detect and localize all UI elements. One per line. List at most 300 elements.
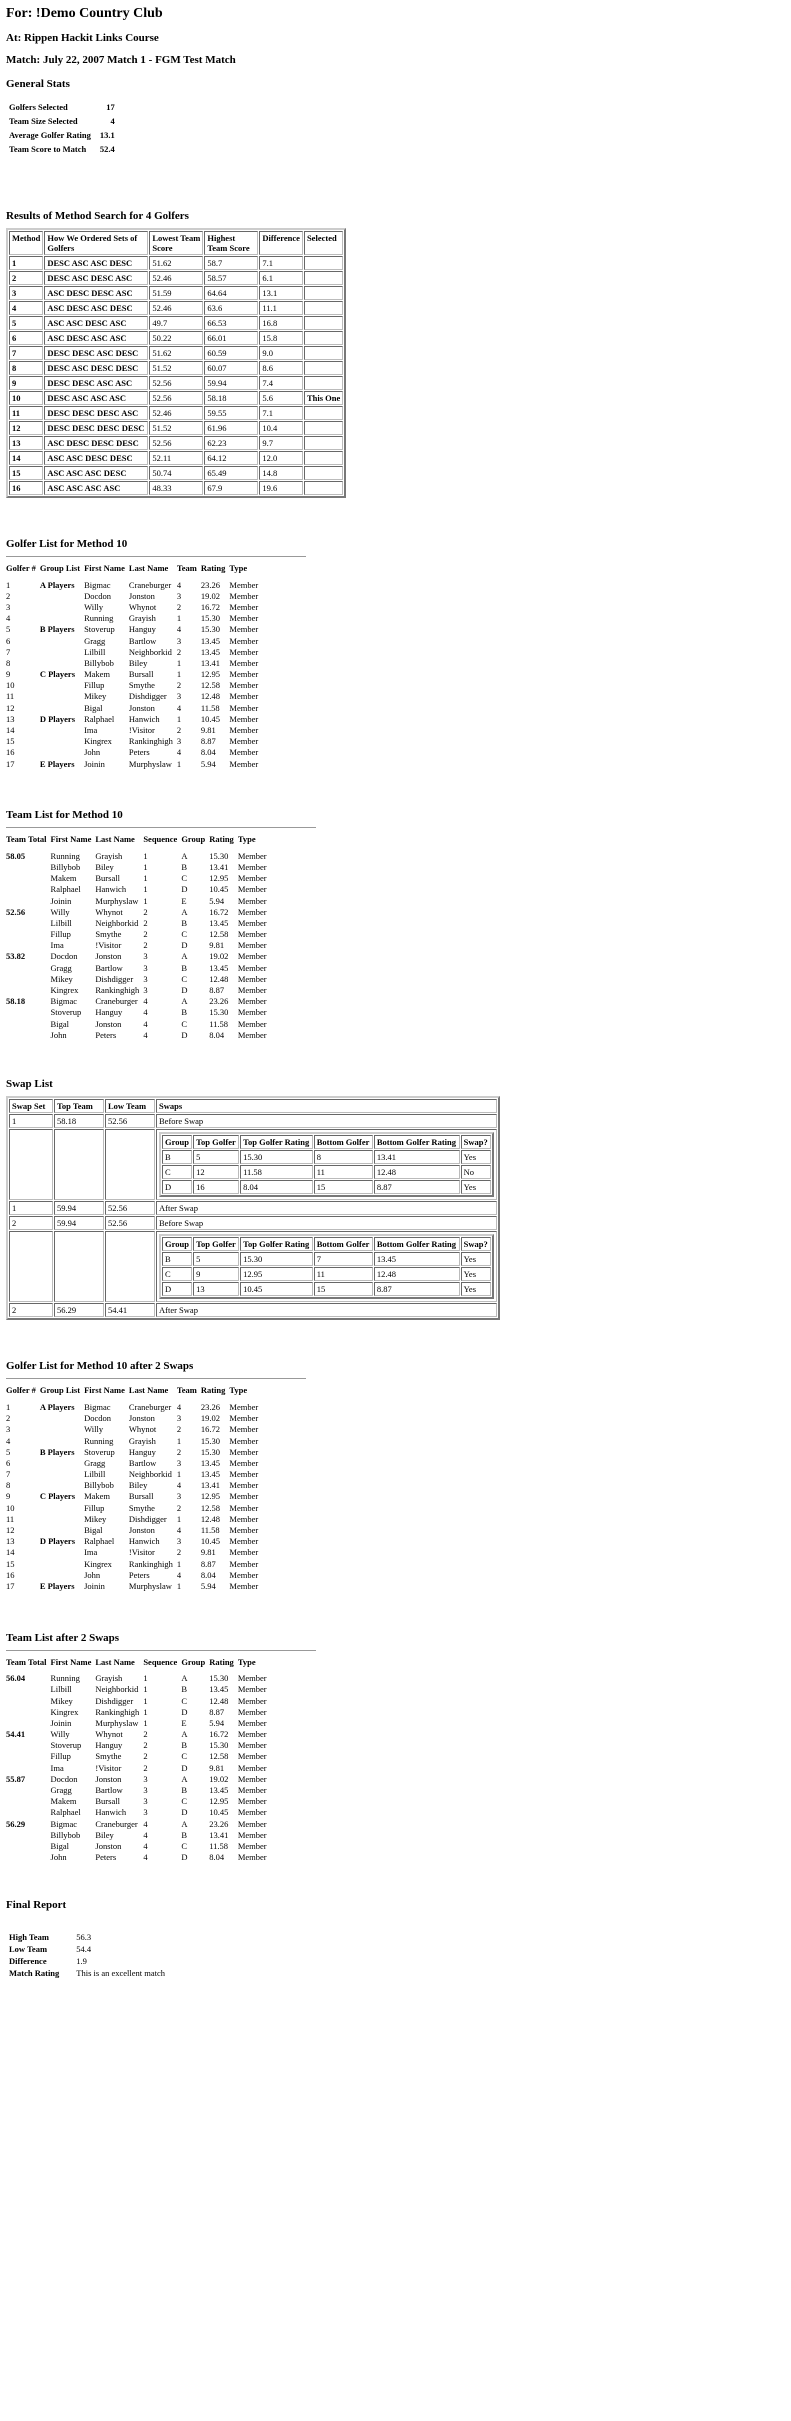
golfer_list-cell: Jonston [128, 590, 155, 601]
method-cell [304, 421, 343, 435]
golfer_list_2-row [6, 1413, 262, 1424]
team_list-cell: D [181, 940, 188, 951]
team_list_2-cell: 1 [143, 1695, 148, 1706]
swap-empty-cell [54, 1231, 104, 1302]
team_list_2-cell: 16.72 [209, 1729, 229, 1740]
golfer_list-cell [40, 702, 84, 713]
team_list_2-header-cell: Sequence [143, 1656, 178, 1667]
golfer_list_2-cell: 12.95 [200, 1491, 220, 1502]
golfer_list_2-row [6, 1491, 262, 1502]
swap-detail-cell: 13.45 [374, 1252, 460, 1266]
final-row [6, 1967, 168, 1979]
method-cell: 10.4 [259, 421, 303, 435]
team_list-cell: 3 [143, 962, 148, 973]
team_list_2-cell: 12.58 [209, 1751, 229, 1762]
team_list-cell: Member [237, 884, 267, 895]
team_list_2-cell: Member [237, 1796, 267, 1807]
golfer-list-2-section [6, 1360, 785, 1591]
team_list_2-cell: B [181, 1684, 187, 1695]
golfer-list-table [6, 561, 262, 769]
team_list-cell: Member [237, 895, 267, 906]
method-row [9, 316, 343, 330]
swap-detail-cell: 12.95 [240, 1267, 313, 1281]
golfer_list-cell: 10.45 [200, 713, 220, 724]
golfer_list-row [6, 669, 262, 680]
method-row [9, 481, 343, 495]
golfer_list_2-cell: 11 [6, 1513, 15, 1524]
golfer_list_2-row [6, 1547, 262, 1558]
golfer_list-cell [40, 646, 84, 657]
team_list-cell: Member [237, 873, 267, 884]
team_list-cell: Hanguy [95, 1007, 123, 1018]
stat-row [6, 142, 118, 156]
golfer_list-cell: 3 [176, 635, 182, 646]
team_list_2-row [6, 1673, 271, 1684]
swap-detail-cell: 12 [193, 1165, 239, 1179]
team_list-header-cell: Sequence [143, 834, 178, 845]
golfer_list-cell: 12 [6, 702, 15, 713]
team_list-cell: Member [237, 973, 267, 984]
team_list_2-cell: 4 [143, 1840, 148, 1851]
golfer_list-header-cell: Team [176, 563, 197, 573]
team_list_2-cell: 3 [143, 1807, 148, 1818]
method-cell: 58.57 [204, 271, 258, 285]
team_list_2-cell [6, 1695, 51, 1706]
team_list-cell: Stoverup [50, 1007, 82, 1018]
golfer_list_2-header-cell: Golfer # [6, 1385, 36, 1396]
golfer_list_2-cell: 13.41 [200, 1480, 220, 1491]
golfer_list-cell: 1 [176, 669, 182, 680]
golfer_list-header-cell: Golfer # [6, 563, 36, 573]
team_list_2-cell: A [181, 1673, 188, 1684]
golfer_list-cell: Grayish [128, 613, 156, 624]
golfer_list_2-cell: 8.04 [200, 1569, 216, 1580]
method-cell: 12.0 [259, 451, 303, 465]
team_list_2-cell: C [181, 1751, 187, 1762]
golfer_list_2-cell: Stoverup [84, 1446, 115, 1457]
team_list_2-cell: Member [237, 1785, 267, 1796]
golfer_list_2-cell [40, 1469, 84, 1480]
method-cell: 50.74 [149, 466, 203, 480]
team_list_2-row [6, 1706, 271, 1717]
method-cell: 58.7 [204, 256, 258, 270]
swap-detail-cell: Yes [461, 1150, 491, 1164]
team_list-cell: A [181, 996, 188, 1007]
golfer_list_2-cell [40, 1524, 84, 1535]
swap-cell: Before Swap [156, 1114, 497, 1128]
method-cell: 60.07 [204, 361, 258, 375]
swap-detail-header-cell: Swap? [461, 1135, 491, 1149]
golfer_list_2-cell: 1 [176, 1580, 182, 1591]
swap-cell: 59.94 [54, 1216, 104, 1230]
swap-detail-cell: 8.87 [374, 1180, 460, 1194]
swap-detail-cell: 8.87 [374, 1282, 460, 1296]
team_list_2-cell [6, 1829, 51, 1840]
golfer_list_2-cell: 16 [6, 1569, 15, 1580]
golfer_list_2-cell: !Visitor [128, 1547, 155, 1558]
golfer_list-cell: 3 [176, 691, 182, 702]
method-cell: 51.59 [149, 286, 203, 300]
golfer_list_2-cell: 2 [176, 1446, 182, 1457]
stat-value: 17 [106, 102, 115, 112]
swap-detail-cell: 10.45 [240, 1282, 313, 1296]
golfer_list_2-cell: 12.48 [200, 1513, 220, 1524]
golfer_list_2-cell: Member [229, 1569, 259, 1580]
swap-detail-item [162, 1282, 491, 1296]
golfer_list-cell: 15.30 [200, 624, 220, 635]
team_list-cell: 1 [143, 884, 148, 895]
team_list-cell [6, 873, 51, 884]
team_list-cell: Rankinghigh [95, 985, 140, 996]
golfer_list-cell [40, 635, 84, 646]
team_list_2-cell: 19.02 [209, 1773, 229, 1784]
swap-detail-cell: C [162, 1267, 192, 1281]
golfer_list_2-cell: Murphyslaw [128, 1580, 172, 1591]
method-cell: 51.62 [149, 346, 203, 360]
golfer_list_2-cell: 3 [176, 1457, 182, 1468]
team_list-cell: D [181, 1029, 188, 1040]
method-row [9, 256, 343, 270]
method-cell: 10 [9, 391, 43, 405]
team_list-row [6, 951, 271, 962]
stat-row [6, 114, 118, 128]
team_list-cell: B [181, 917, 187, 928]
team_list-cell: 1 [143, 850, 148, 861]
team_list_2-cell: 9.81 [209, 1762, 225, 1773]
golfer_list_2-cell [40, 1558, 84, 1569]
team_list_2-cell [6, 1784, 51, 1795]
golfer_list_2-cell: 9 [6, 1491, 11, 1502]
golfer_list_2-cell: 7 [6, 1469, 11, 1480]
method-cell: 50.22 [149, 331, 203, 345]
golfer-list-2-rule [6, 1378, 306, 1379]
golfer_list-cell: !Visitor [128, 725, 155, 736]
team_list_2-cell: 2 [143, 1729, 148, 1740]
golfer_list_2-cell: 13 [6, 1536, 15, 1547]
method-cell: ASC ASC DESC ASC [44, 316, 148, 330]
team_list_2-cell: Member [237, 1673, 267, 1684]
swap-detail-cell: 11.58 [240, 1165, 313, 1179]
method-search-title: Results of Method Search for 4 Golfers [6, 210, 189, 222]
team_list-cell: 12.48 [209, 973, 229, 984]
golfer_list_2-cell: 1 [6, 1401, 11, 1412]
golfer_list_2-cell: 10.45 [200, 1536, 220, 1547]
team_list_2-cell: Peters [95, 1852, 117, 1863]
team_list-cell: Mikey [50, 973, 73, 984]
golfer_list_2-cell: Billybob [84, 1480, 114, 1491]
team_list_2-row [6, 1829, 271, 1840]
golfer_list-cell: 2 [176, 680, 182, 691]
method-cell: 61.96 [204, 421, 258, 435]
golfer_list-cell [40, 590, 84, 601]
team_list-cell: Member [237, 850, 267, 861]
team_list-cell: 15.30 [209, 850, 229, 861]
final-report-section [6, 1899, 785, 1979]
golfer_list_2-row [6, 1435, 262, 1446]
method-cell: 52.46 [149, 301, 203, 315]
swap-detail-row [9, 1231, 497, 1302]
team_list_2-row [6, 1762, 271, 1773]
golfer_list_2-cell: Running [84, 1435, 114, 1446]
method-cell: DESC DESC ASC ASC [44, 376, 148, 390]
team_list_2-cell [6, 1740, 51, 1751]
method-cell: ASC DESC DESC ASC [44, 286, 148, 300]
team_list-cell: 9.81 [209, 940, 225, 951]
golfer_list_2-cell: Kingrex [84, 1558, 112, 1569]
method-cell: 2 [9, 271, 43, 285]
swap-detail-header-cell: Bottom Golfer Rating [374, 1237, 460, 1251]
team_list-cell: C [181, 1018, 187, 1029]
team_list_2-cell: Kingrex [50, 1706, 79, 1717]
team_list_2-row [6, 1740, 271, 1751]
swap-header-cell: Top Team [54, 1099, 104, 1113]
golfer_list_2-cell: John [84, 1569, 101, 1580]
team_list_2-cell: Member [237, 1829, 267, 1840]
team_list-cell [6, 917, 51, 928]
swap-detail-header-cell: Bottom Golfer [314, 1135, 373, 1149]
team_list-cell [6, 884, 51, 895]
team_list_2-header-cell: Type [237, 1656, 256, 1667]
team_list-row [6, 895, 271, 906]
golfer_list_2-cell: 12 [6, 1525, 15, 1536]
golfer_list_2-cell: Member [229, 1580, 259, 1591]
method-cell: 52.56 [149, 376, 203, 390]
method-cell: 7 [9, 346, 43, 360]
golfer_list-cell [40, 657, 84, 668]
swap-header-cell: Swaps [156, 1099, 497, 1113]
method-cell: 66.53 [204, 316, 258, 330]
course-title: At: Rippen Hackit Links Course [6, 32, 159, 44]
team_list-cell: Bartlow [95, 962, 123, 973]
golfer_list-cell: 9 [6, 669, 11, 680]
swap-empty-cell [9, 1129, 53, 1200]
final-label: High Team [9, 1931, 49, 1942]
method-row [9, 271, 343, 285]
team_list_2-cell: Rankinghigh [95, 1706, 140, 1717]
final-value: 56.3 [76, 1931, 92, 1942]
golfer_list-cell: Jonston [128, 702, 155, 713]
team_list_2-cell: Neighborkid [95, 1684, 139, 1695]
method-cell: 58.18 [204, 391, 258, 405]
golfer_list_2-cell: 3 [176, 1413, 182, 1424]
team_list_2-row [6, 1751, 271, 1762]
golfer_list-cell: 13.41 [200, 657, 220, 668]
swap-detail-cell: B [162, 1150, 192, 1164]
method-row [9, 466, 343, 480]
golfer_list_2-cell: Member [229, 1547, 259, 1558]
swap-list-section [6, 1078, 785, 1320]
golfer_list-cell: Smythe [128, 680, 155, 691]
golfer_list_2-row [6, 1457, 262, 1468]
golfer_list_2-row [6, 1580, 262, 1591]
team_list_2-cell: D [181, 1762, 188, 1773]
method-cell: 52.56 [149, 391, 203, 405]
team_list-cell: 4 [143, 1007, 148, 1018]
team_list-cell: 53.82 [6, 951, 26, 962]
method-cell: 6.1 [259, 271, 303, 285]
team_list-row [6, 929, 271, 940]
team_list-cell: Member [237, 985, 267, 996]
team_list-row [6, 996, 271, 1007]
swap-detail-header-row [162, 1135, 491, 1149]
golfer_list-cell: Member [229, 758, 259, 769]
method-row [9, 301, 343, 315]
swap-detail-cell: Yes [461, 1252, 491, 1266]
team_list-cell: Docdon [50, 951, 78, 962]
golfer_list-cell: 1 [176, 713, 182, 724]
method-cell [304, 361, 343, 375]
swap-detail-cell: 15 [314, 1282, 373, 1296]
stat-row [6, 128, 118, 142]
swap-detail-cell: 12.48 [374, 1267, 460, 1281]
golfer_list_2-cell: Smythe [128, 1502, 155, 1513]
golfer_list-cell: Hanguy [128, 624, 156, 635]
method-header-row [9, 231, 343, 255]
golfer_list_2-cell: Fillup [84, 1502, 105, 1513]
golfer_list_2-cell: Docdon [84, 1413, 111, 1424]
method-cell: 51.62 [149, 256, 203, 270]
team_list-cell: 2 [143, 917, 148, 928]
method-cell: 59.55 [204, 406, 258, 420]
golfer_list-cell: 7 [6, 646, 11, 657]
team-list-2-table [6, 1655, 271, 1863]
swap-cell: 56.29 [54, 1303, 104, 1317]
golfer_list-cell: John [84, 747, 101, 758]
swap-detail-cell: 15.30 [240, 1150, 313, 1164]
golfer_list-row [6, 635, 262, 646]
final-row [6, 1955, 168, 1967]
swap-detail-cell: 13 [193, 1282, 239, 1296]
method-cell: 13 [9, 436, 43, 450]
team_list_2-cell: 12.95 [209, 1796, 229, 1807]
method-cell: 14 [9, 451, 43, 465]
team_list-cell: B [181, 861, 187, 872]
team_list-cell: C [181, 873, 187, 884]
golfer_list-cell: Lilbill [84, 646, 106, 657]
team_list-cell: Biley [95, 861, 114, 872]
method-cell [304, 406, 343, 420]
method-cell: 51.52 [149, 421, 203, 435]
golfer_list-row [6, 613, 262, 624]
team_list_2-cell: 12.48 [209, 1695, 229, 1706]
method-cell: 14.8 [259, 466, 303, 480]
team_list-row [6, 1029, 271, 1040]
team-list-title: Team List for Method 10 [6, 809, 123, 822]
golfer_list_2-row [6, 1536, 262, 1547]
final-report-table [6, 1931, 168, 1979]
swap-cell: 58.18 [54, 1114, 104, 1128]
team_list-cell: Peters [95, 1029, 117, 1040]
golfer_list_2-cell: Bigmac [84, 1401, 111, 1412]
swap-detail-header-cell: Swap? [461, 1237, 491, 1251]
golfer_list_2-cell: 14 [6, 1547, 15, 1558]
team_list_2-cell: 11.58 [209, 1840, 229, 1851]
team_list_2-cell: Bigal [50, 1840, 69, 1851]
team_list-cell: Neighborkid [95, 917, 139, 928]
golfer_list-row [6, 747, 262, 758]
team_list_2-cell [6, 1751, 51, 1762]
golfer_list-cell: 4 [6, 613, 11, 624]
team_list-cell: 4 [143, 1018, 148, 1029]
team_list-cell: 13.45 [209, 962, 229, 973]
golfer_list-cell: Ralphael [84, 713, 115, 724]
team_list_2-row [6, 1784, 271, 1795]
team_list_2-header-cell: Last Name [95, 1656, 135, 1667]
team_list-cell: Member [237, 906, 267, 917]
golfer_list_2-cell: Lilbill [84, 1469, 106, 1480]
team_list-cell: C [181, 973, 187, 984]
team_list_2-cell: 8.87 [209, 1706, 225, 1717]
golfer_list_2-cell: Bartlow [128, 1457, 157, 1468]
golfer-list-2-table [6, 1383, 262, 1591]
method-cell: 4 [9, 301, 43, 315]
swap-empty-cell [9, 1231, 53, 1302]
golfer_list_2-cell: Member [229, 1446, 259, 1457]
golfer_list_2-cell: 4 [176, 1401, 182, 1412]
swap-detail-header-cell: Bottom Golfer Rating [374, 1135, 460, 1149]
golfer_list_2-cell: Member [229, 1413, 259, 1424]
team_list-cell: Member [237, 940, 267, 951]
final-label: Low Team [9, 1943, 48, 1954]
team_list_2-cell: Whynot [95, 1729, 123, 1740]
method-cell [304, 346, 343, 360]
golfer_list-cell: Bigmac [84, 579, 111, 590]
team_list_2-cell [6, 1807, 51, 1818]
method-cell: 8 [9, 361, 43, 375]
team_list_2-cell: Craneburger [95, 1818, 138, 1829]
golfer_list-cell [40, 613, 84, 624]
team_list_2-cell: A [181, 1773, 188, 1784]
team_list_2-cell: 2 [143, 1762, 148, 1773]
final-label: Match Rating [9, 1967, 60, 1978]
team_list-cell: 1 [143, 895, 148, 906]
golfer_list_2-cell: Bursall [128, 1491, 154, 1502]
golfer_list_2-cell: Makem [84, 1491, 111, 1502]
team-list-2-section [6, 1632, 785, 1863]
golfer_list_2-cell: Member [229, 1457, 259, 1468]
golfer_list-cell [40, 747, 84, 758]
swap-empty-cell [105, 1231, 155, 1302]
golfer_list-cell: Rankinghigh [128, 736, 173, 747]
method-cell: 48.33 [149, 481, 203, 495]
method-search-section [6, 210, 785, 498]
method-cell: 16.8 [259, 316, 303, 330]
team_list-row [6, 973, 271, 984]
team_list-cell: 13.41 [209, 861, 229, 872]
team_list_2-cell: C [181, 1695, 187, 1706]
team_list-cell [6, 1018, 51, 1029]
golfer_list_2-cell: Jonston [128, 1525, 155, 1536]
team_list_2-cell: C [181, 1796, 187, 1807]
golfer_list_2-cell: Grayish [128, 1435, 156, 1446]
golfer_list-header-row [6, 561, 262, 579]
team_list_2-cell: Member [237, 1751, 267, 1762]
method-cell: ASC ASC ASC ASC [44, 481, 148, 495]
swap-detail-header-row [162, 1237, 491, 1251]
golfer_list_2-cell [40, 1480, 84, 1491]
team_list_2-cell: E [181, 1717, 187, 1728]
swap-detail-item [162, 1165, 491, 1179]
team_list-cell: A [181, 850, 188, 861]
team_list-cell: 16.72 [209, 906, 229, 917]
team_list-cell: Murphyslaw [95, 895, 139, 906]
golfer_list-cell: 5.94 [200, 758, 216, 769]
golfer_list-cell: 2 [6, 590, 11, 601]
team_list_2-cell: 2 [143, 1740, 148, 1751]
team_list-row [6, 906, 271, 917]
team_list-cell: Makem [50, 873, 77, 884]
team_list_2-cell: 1 [143, 1673, 148, 1684]
